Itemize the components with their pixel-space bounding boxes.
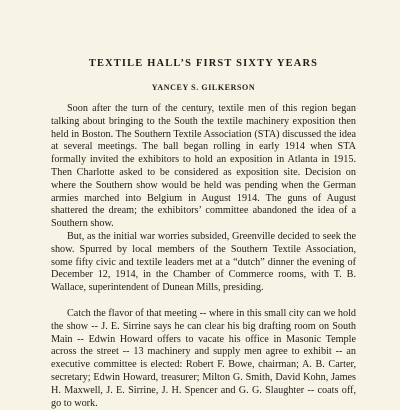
author-byline: YANCEY S. GILKERSON (151, 83, 256, 92)
paragraph: But, as the initial war worries subsided, Greenville decided to seek the show. Spurred by local members of the Southern Textile Association, some fifty civic and textile leaders met at a “dutch” dinner the evening of December 12, 1914, in the Chamber of Commerce rooms, with T. B. Wallace, superintendent of Dunean Mills, presiding. (51, 230, 356, 294)
body-text (51, 103, 356, 410)
paragraph: Catch the flavor of that meeting -- where in this small city can we hold the show -- J. E. Sirrine says he can clear his big drafting room on South Main -- Edwin Howard offers to vacate his office in Masonic Temple across the street -- 13 machinery and supply men agree to exhibit -- an executive committee is elected: Robert F. Bowe, chairman; A. B. Carter, secretary; Edwin Howard, treasurer; Milton G. Smith, David Kohn, James H. Maxwell, J. E. Sirrine, J. H. Spencer and G. G. Slaughter -- coats off, go to work. (51, 307, 356, 409)
paragraph: Soon after the turn of the century, textile men of this region began talking about bringing to the South the textile machinery exposition then held in Boston. The Southern Textile Association (STA) discussed the idea at several meetings. The ball began rolling in early 1914 when STA formally invited the exhibitors to hold an exposition in Atlanta in 1915. Then Charlotte asked to be considered as exposition site. Decision on where the Southern show would be held was pending when the German armies marched into Belgium in August 1914. The guns of August shattered the dream; the exhibitors’ committee abandoned the idea of a Southern show. (51, 103, 356, 230)
document-title: TEXTILE HALL’S FIRST SIXTY YEARS (88, 58, 319, 69)
